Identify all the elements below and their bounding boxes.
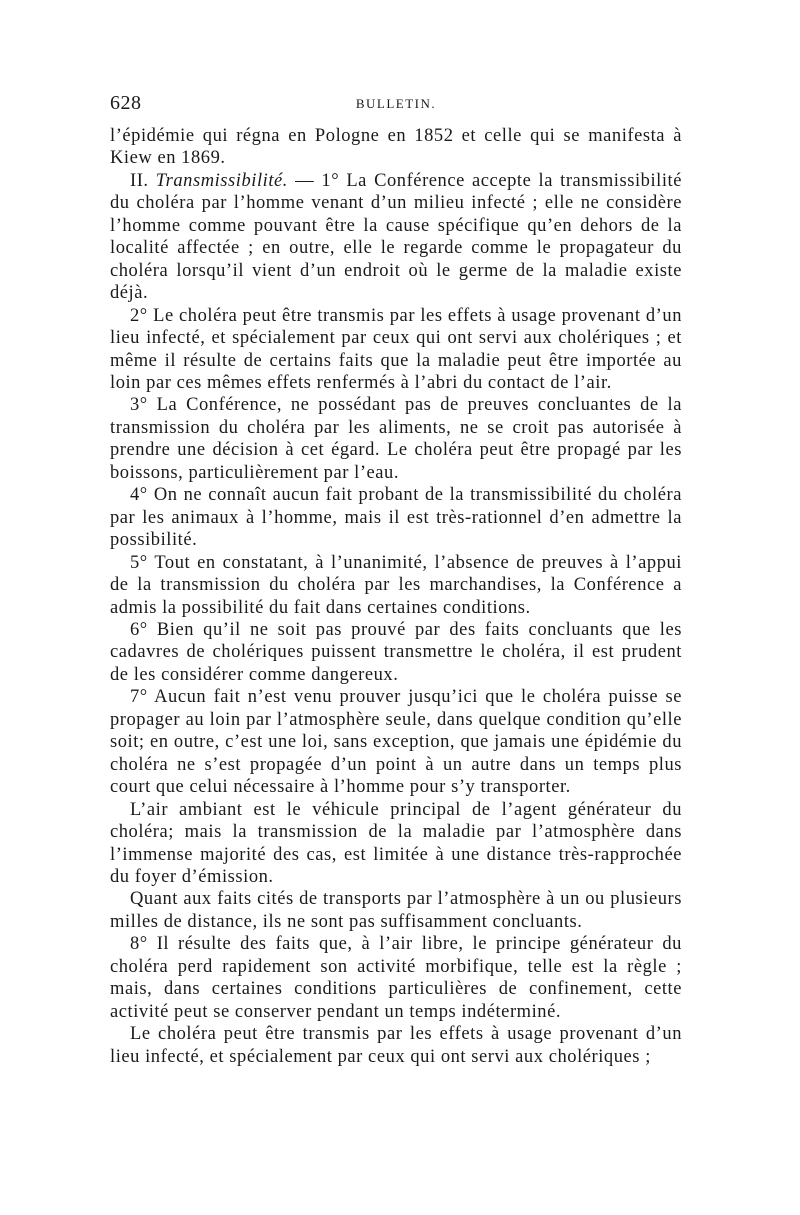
paragraph-item-4: 4° On ne connaît aucun fait probant de la transmissibilité du choléra par les animaux à l’homme, mais il est très-rationnel d’en admettre la possibilité. (110, 485, 682, 551)
paragraph-transmissibility: II. Transmissibilité. — 1° La Conférence accepte la transmissibilité du choléra par l’homme venant d’un milieu infecté ; elle ne considère l’homme comme pouvant être la cause spécifique qu’en dehors de la localité affectée ; en outre, elle le regarde comme le propagateur du choléra lorsqu’il vient d’un endroit où le germe de la maladie existe déjà. (110, 170, 682, 304)
running-head: BULLETIN. (355, 96, 437, 111)
page-number: 628 (110, 92, 142, 114)
paragraph-effects: Le choléra peut être transmis par les effets à usage provenant d’un lieu infecté, et spécialement par ceux qui ont servi aux cholériques ; (110, 1024, 682, 1067)
paragraph-item-2: 2° Le choléra peut être transmis par les effets à usage provenant d’un lieu infecté, et spécialement par ceux qui ont servi aux cholériques ; et même il résulte de certains faits que la maladie peut être importée au loin par ces mêmes effets renfermés à l’abri du contact de l’air. (110, 305, 682, 393)
paragraph-distance: Quant aux faits cités de transports par l’atmosphère à un ou plusieurs milles de distance, ils ne sont pas suffisamment concluants. (110, 889, 682, 932)
section-number: II. (130, 170, 156, 191)
paragraph-ambient-air: L’air ambiant est le véhicule principal de l’agent générateur du choléra; mais la transmission de la maladie par l’atmosphère dans l’immense majorité des cas, est limitée à une distance très-rapprochée du foyer d’émission. (110, 799, 682, 887)
paragraph-item-8: 8° Il résulte des faits que, à l’air libre, le principe générateur du choléra perd rapidement son activité morbifique, telle est la règle ; mais, dans certaines conditions particulières de confinement, cette activité peut se conserver pendant un temps indéterminé. (110, 934, 682, 1022)
page-header (110, 92, 682, 116)
paragraph-item-5: 5° Tout en constatant, à l’unanimité, l’absence de preuves à l’appui de la transmission du choléra par les marchandises, la Conférence a admis la possibilité du fait dans certaines conditions. (110, 552, 682, 618)
body-text (110, 125, 682, 1068)
paragraph-continuation: l’épidémie qui régna en Pologne en 1852 et celle qui se manifesta à Kiew en 1869. (110, 126, 682, 169)
paragraph-item-6: 6° Bien qu’il ne soit pas prouvé par des faits concluants que les cadavres de cholériques puissent transmettre le choléra, il est prudent de les considérer comme dangereux. (110, 619, 682, 685)
paragraph-item-3: 3° La Conférence, ne possédant pas de preuves concluantes de la transmission du choléra par les aliments, ne se croit pas autorisée à prendre une décision à cet égard. Le choléra peut être propagé par les boissons, particulièrement par l’eau. (110, 395, 682, 483)
paragraph-item-7: 7° Aucun fait n’est venu prouver jusqu’ici que le choléra puisse se propager au loin par l’atmosphère seule, dans quelque condition qu’elle soit; en outre, c’est une loi, sans exception, que jamais une épidémie du choléra ne s’est propagée d’un point à un autre dans un temps plus court que celui nécessaire à l’homme pour s’y transporter. (110, 687, 682, 798)
section-title: Transmissibilité. (155, 170, 288, 191)
